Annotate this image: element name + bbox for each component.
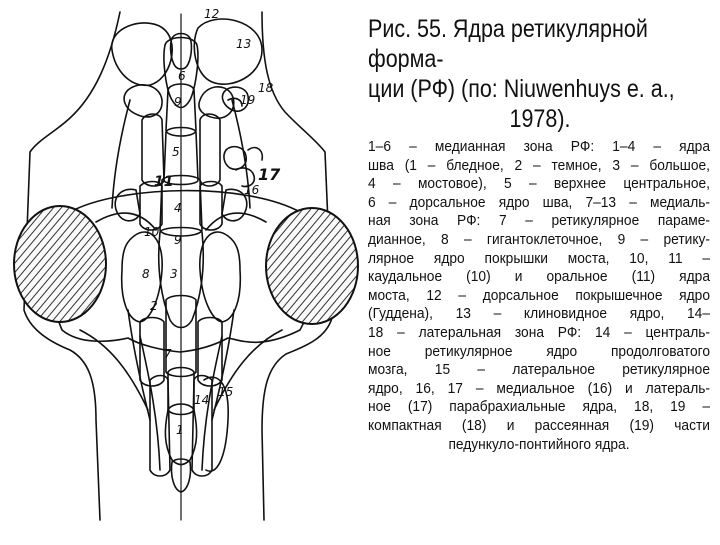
caption-title-line: ции (РФ) (по: Niuwenhuys e. a., [368,75,675,103]
label-10: 10 [144,225,160,239]
caption-line: (Гуддена), 13 – клиновидное ядро, 14– [368,306,710,323]
label-19: 19 [240,93,256,107]
label-5: 5 [172,145,180,159]
caption-line: педункуло-понтийного ядра. [448,436,630,453]
caption-line: ядро, 16, 17 – медиальное (16) и латераль- [368,380,710,397]
caption-title [368,14,712,134]
left-hatched-peduncle [14,206,106,322]
caption-line: ная зона РФ: 7 – ретикулярное параме- [368,213,710,230]
label-3: 3 [170,267,178,281]
caption-line: 1–6 – медианная зона РФ: 1–4 – ядра [368,139,710,155]
caption-line: лярное ядро покрышки моста, 10, 11 – [368,250,710,267]
caption-line: дианное, 8 – гигантоклеточное, 9 – ретику- [368,231,710,248]
label-16: 16 [244,183,260,197]
label-7: 7 [164,347,172,361]
label-11: 11 [154,174,174,190]
brainstem-diagram [0,0,362,540]
caption-line: 4 – мостовое), 5 – верхнее центральное, [368,176,710,193]
right-hatched-peduncle [266,208,358,324]
label-18: 18 [258,81,274,95]
caption-title-line: Рис. 55. Ядра ретикулярной форма- [368,15,648,73]
label-9-top: 9 [174,95,182,109]
caption-line: ное ретикулярное ядро продолговатого [368,343,710,360]
label-8: 8 [142,267,150,281]
label-17: 17 [258,165,281,184]
label-4: 4 [174,201,182,215]
caption-line: моста, 12 – дорсальное покрышечное ядро [368,287,710,304]
caption-body [368,138,710,454]
label-15: 15 [218,385,234,399]
caption-line: ное (17) парабрахиальные ядра, 18, 19 – [368,399,710,416]
caption-line: шва (1 – бледное, 2 – темное, 3 – большое, [368,157,710,174]
label-1: 1 [176,423,184,437]
caption-title-line: 1978). [509,105,571,133]
label-6: 6 [178,69,186,83]
caption-line: 6 – дорсальное ядро шва, 7–13 – медиаль- [368,194,710,211]
caption-line: 18 – латеральная зона РФ: 14 – централь- [368,324,710,341]
label-9: 9 [174,233,182,247]
figure-caption [368,14,710,454]
caption-line: мозга, 15 – латеральное ретикулярное [368,362,710,379]
label-12: 12 [204,7,220,21]
caption-line: каудальное (10) и оральное (11) ядра [368,269,710,286]
label-2: 2 [150,299,158,313]
label-13: 13 [236,37,252,51]
caption-line: компактная (18) и рассеянная (19) части [368,417,710,434]
label-14: 14 [194,393,210,407]
